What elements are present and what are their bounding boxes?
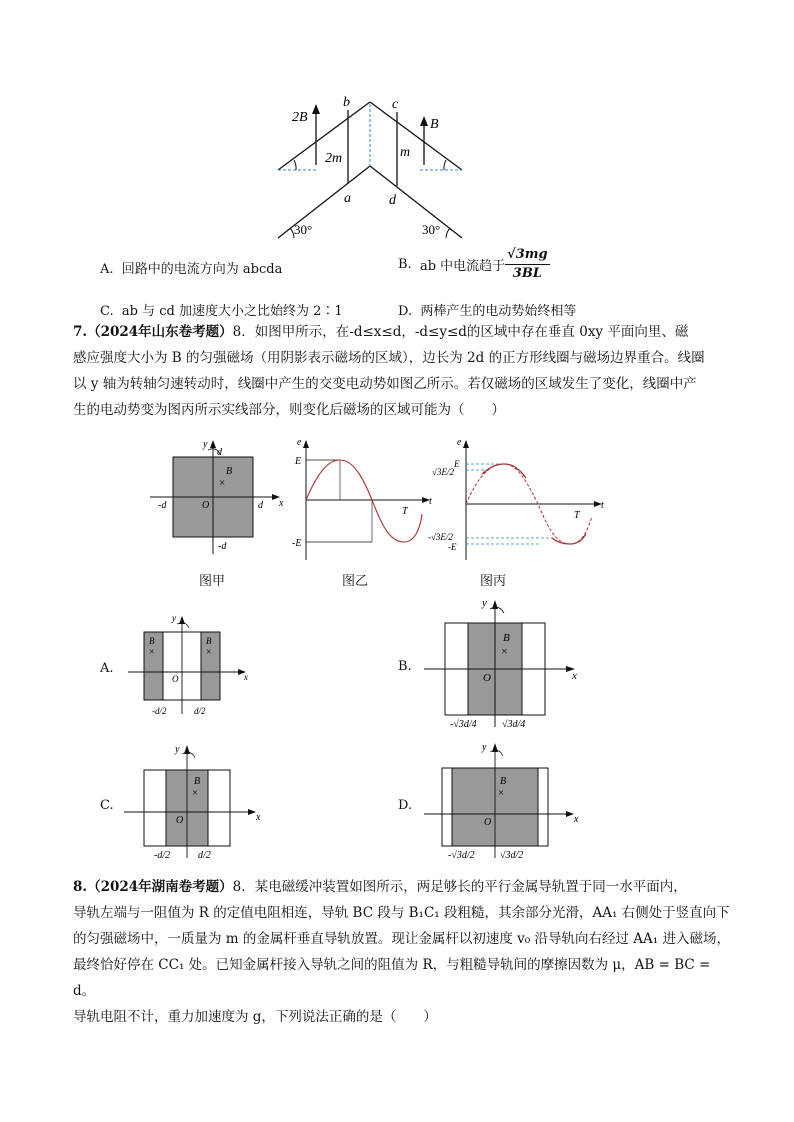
opt-a-y: y [172, 613, 176, 623]
opt-a-B2: B [206, 636, 212, 646]
opt-d-O: O [484, 817, 492, 828]
fig-jia-neg-d-bottom: -d [218, 541, 227, 552]
rails-figure [270, 90, 480, 240]
sine-curve [306, 460, 422, 542]
fig-yi-negE: -E [292, 538, 302, 549]
fig-jia-O: O [202, 500, 210, 511]
fig-bing-negE: -E [448, 542, 457, 552]
opt-b-O: O [483, 672, 491, 684]
label-a: a [344, 191, 351, 206]
opt-d-x-mark: × [498, 787, 505, 799]
opt-a-right: d/2 [194, 706, 206, 716]
opt-a-x-mark: × [149, 647, 155, 658]
figure-jia [148, 436, 288, 561]
label-c: c [392, 97, 399, 112]
opt-c-y: y [175, 744, 180, 755]
figure-bing [428, 434, 608, 564]
label-d: d [389, 193, 396, 208]
angle-right: 30° [422, 222, 441, 237]
caption-bing: 图丙 [480, 574, 507, 589]
opt-c-x: x [256, 812, 261, 823]
opt-c-B: B [194, 776, 201, 787]
fig-jia-y: y [203, 439, 208, 450]
q7-option-a-label[interactable]: A. [100, 661, 114, 676]
label-b: b [343, 95, 350, 110]
fig-jia-x-mark: × [219, 477, 226, 489]
q7-option-b-label[interactable]: B. [398, 659, 412, 674]
opt-d-x: x [574, 814, 579, 825]
solid-curve-upper [482, 464, 526, 478]
opt-b-right: √3d/4 [502, 719, 526, 730]
q7-option-d-label[interactable]: D. [398, 798, 413, 813]
opt-c-right: d/2 [198, 850, 211, 861]
label-m: m [400, 145, 411, 160]
caption-jia: 图甲 [199, 574, 226, 589]
opt-c-x-mark: × [192, 787, 199, 799]
fig-yi-t: t [429, 496, 432, 507]
label-2m: 2m [325, 151, 343, 166]
opt-d-y: y [482, 742, 487, 753]
opt-c-left: -d/2 [154, 850, 171, 861]
fig-bing-neg-sqrt3E2: -√3E/2 [428, 532, 453, 542]
opt-b-left: -√3d/4 [450, 719, 477, 730]
fig-jia-d: d [258, 500, 263, 511]
fraction: $\frac{√3mg}{3BL}$ [507, 247, 548, 281]
label-B: B [430, 117, 439, 132]
opt-b-B: B [503, 632, 510, 644]
opt-b-x: x [572, 670, 577, 682]
opt-b-x-mark: × [501, 644, 508, 658]
fig-yi-T: T [402, 506, 408, 517]
fig-bing-sqrt3E2: √3E/2 [432, 467, 454, 477]
q7-option-c-figure[interactable] [120, 740, 270, 864]
opt-b-y: y [482, 597, 487, 609]
figure-yi [288, 434, 436, 564]
q7-option-b-figure[interactable] [420, 595, 595, 735]
fig-yi-e: e [297, 437, 302, 448]
opt-a-x-mark2: × [206, 647, 212, 658]
q6-option-a[interactable]: A. 回路中的电流方向为 abcda [100, 262, 283, 277]
opt-d-left: -√3d/2 [448, 850, 475, 861]
fig-jia-neg-d: -d [158, 500, 167, 511]
q7-option-d-figure[interactable] [420, 738, 585, 864]
label-2B: 2B [292, 110, 308, 125]
caption-yi: 图乙 [342, 574, 369, 589]
fig-yi-E: E [295, 456, 302, 467]
q7-option-a-figure[interactable] [124, 612, 254, 720]
q6-option-d[interactable]: D. 两棒产生的电动势始终相等 [398, 304, 577, 319]
opt-a-x: x [244, 672, 248, 682]
fig-bing-T: T [574, 510, 580, 521]
q7-question: 7.（2024年山东卷考题）8．如图甲所示，在-d≤x≤d，-d≤y≤d的区域中存在垂直 0xy 平面向里、磁 感应强度大小为 B 的匀强磁场（用阴影表示磁场的区域），边长为 2d 的正方形线圈与磁场边界重合。线圈 以 y 轴为转轴匀速转动时，线圈中产生的交变电动势如图乙所示。若仅磁场的区域发生了变化，线圈中产 生的电动势变为图丙所示实线部分，则变化后磁场的区域可能为（ ） [73, 324, 705, 418]
opt-d-right: √3d/2 [500, 850, 524, 861]
q7-option-c-label[interactable]: C. [100, 798, 114, 813]
opt-c-O: O [176, 815, 184, 826]
q8-question: 8.（2024年湖南卷考题）8．某电磁缓冲装置如图所示，两足够长的平行金属导轨置于同一水平面内， 导轨左端与一阻值为 R 的定值电阻相连，导轨 BC 段与 B₁C₁ 段粗糙，其余部分光滑，AA₁ 右侧处于竖直向下 的匀强磁场中，一质量为 m 的金属杆垂直导轨放置。现让金属杆以初速度 v₀ 沿导轨向右经过 AA₁ 进入磁场， 最终恰好停在 CC₁ 处。已知金属杆接入导轨之间的阻值为 R，与粗糙导轨间的摩擦因数为 μ，AB = BC = d。 导轨电阻不计，重力加速度为 g，下列说法正确的是（ ） [73, 879, 730, 1025]
q6-option-b[interactable]: B. ab 中电流趋于 $\frac{√3mg}{3BL}$ [398, 247, 548, 281]
opt-a-left: -d/2 [152, 706, 167, 716]
fig-jia-d-top: d [217, 447, 222, 458]
fig-jia-B: B [226, 466, 233, 477]
fig-bing-e: e [457, 437, 462, 448]
opt-d-B: B [500, 776, 507, 787]
q6-option-c[interactable]: C. ab 与 cd 加速度大小之比始终为 2∶1 [100, 304, 343, 319]
fig-bing-t: t [601, 500, 604, 511]
opt-a-O: O [172, 674, 179, 684]
fig-jia-x: x [279, 498, 284, 509]
angle-left: 30° [294, 222, 313, 237]
fig-bing-E: E [454, 459, 460, 469]
opt-a-B: B [149, 636, 155, 646]
